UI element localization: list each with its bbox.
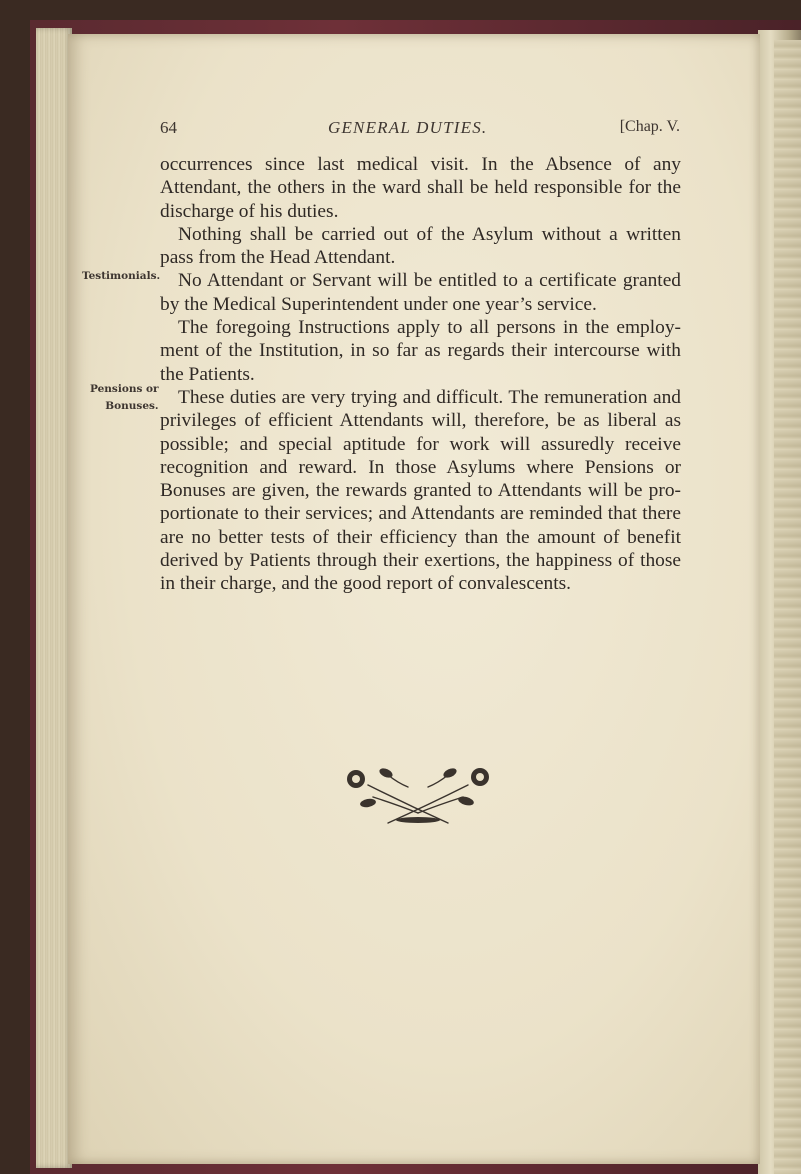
chapter-reference: [Chap. V.: [619, 118, 680, 135]
marginal-note-pensions-line1: Pensions or: [90, 383, 159, 395]
marginal-note-pensions: [90, 381, 159, 415]
page-edges-left: [36, 28, 72, 1168]
right-page-strip: [774, 40, 801, 1174]
paragraph-written-pass: Nothing shall be carried out of the Asylum without a written pass from the Head Attendant.: [160, 223, 681, 269]
marginal-note-testimonials: Testimonials.: [82, 270, 161, 282]
page-number: 64: [160, 118, 177, 137]
paragraph-certificate: No Attendant or Servant will be entitled to a certificate granted by the Medical Superintendent under one year’s service.: [160, 270, 681, 315]
paragraph-occurrences: occurrences since last medical visit. In the Absence of any Attendant, the others in the ward shall be held responsible for the discharge of his duties.: [160, 154, 681, 222]
running-head: GENERAL DUTIES.: [328, 118, 488, 137]
paragraph-remuneration: These duties are very trying and difficult. The remuneration and privileges of efficient Attendants will, therefore, be as liberal as possible; and special aptitude for work will assuredly receive recognition and reward. In those Asylums where Pensions or Bonuses are given, the rewards granted to Attendants will be proportionate to their services; and Attendants are reminded that there are no better tests of their efficiency than the amount of benefit derived by Patients through their exertions, the happiness of those in their charge, and the good report of convalescents.: [160, 386, 681, 595]
body-text: [160, 153, 681, 596]
marginal-note-pensions-line2: Bonuses.: [105, 400, 159, 412]
page-header: [160, 118, 680, 146]
paragraph-instructions: The foregoing Instructions apply to all persons in the employment of the Institution, in so far as regards their intercourse with the Patients.: [160, 317, 681, 385]
crossed-flowers-ornament-icon: [338, 765, 498, 827]
